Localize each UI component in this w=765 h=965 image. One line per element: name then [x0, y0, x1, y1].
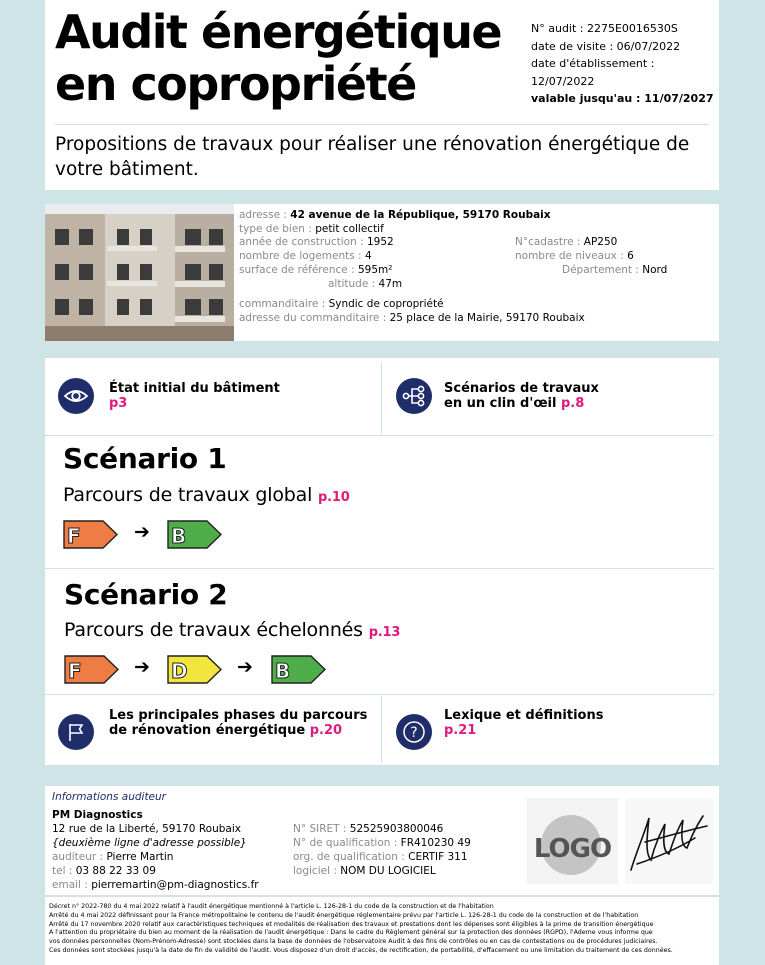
- eye-icon: [58, 378, 94, 414]
- legal-line: Arrêté du 4 mai 2022 définissant pour la France métropolitaine le contenu de l'audit énergétique réglementaire prévu par l'article L. 126-28-1 du code de la construction et de l'habitation: [49, 911, 639, 919]
- arrow-icon: ➔: [134, 656, 150, 678]
- question-icon: [396, 714, 432, 750]
- page-title: [55, 6, 501, 110]
- phases-title: Les principales phases du parcours de rénovation énergétique p.20: [109, 708, 368, 738]
- building-type: type de bien : petit collectif: [239, 223, 384, 235]
- reference-area: surface de référence : 595m²: [239, 264, 393, 276]
- svg-text:?: ?: [410, 725, 418, 741]
- energy-label-b: [271, 655, 327, 684]
- legal-footer: [45, 897, 719, 965]
- auditor-address-2: {deuxième ligne d'adresse possible}: [52, 837, 247, 849]
- scenario-1-title: Scénario 1: [63, 442, 227, 475]
- energy-label-b-text: B: [275, 659, 291, 683]
- client-address: adresse du commanditaire : 25 place de la Mairie, 59170 Roubaix: [239, 312, 585, 324]
- building-photo: [45, 204, 234, 341]
- divider: [381, 696, 382, 762]
- levels-count: nombre de niveaux : 6: [515, 250, 634, 262]
- divider: [381, 362, 382, 434]
- auditor-name: auditeur : Pierre Martin: [52, 851, 174, 863]
- issue-date: date d'établissement : 12/07/2022: [531, 57, 655, 88]
- department: Département : Nord: [562, 264, 668, 276]
- auditor-tel: tel : 03 88 22 33 09: [52, 865, 156, 877]
- auditor-card: [45, 786, 719, 895]
- construction-year: année de construction : 1952: [239, 236, 394, 248]
- legal-line: Ces données sont stockées jusqu'à la date de fin de validité de l'audit. Vous disposez d'un droit d'accès, de rectification, de portabilité, d'effacement ou une limitation du traitement de ces données.: [49, 946, 673, 954]
- energy-label-d: [167, 655, 223, 684]
- auditor-signature: [625, 798, 713, 884]
- cadastre-number: N°cadastre : AP250: [515, 236, 618, 248]
- audit-meta: [531, 20, 719, 108]
- housing-count: nombre de logements : 4: [239, 250, 372, 262]
- auditor-section-title: Informations auditeur: [52, 791, 166, 803]
- building-card: [45, 204, 719, 341]
- auditor-email: email : pierremartin@pm-diagnostics.fr: [52, 879, 259, 891]
- building-address: adresse : 42 avenue de la République, 59170 Roubaix: [239, 209, 551, 221]
- page-subtitle: Propositions de travaux pour réaliser une rénovation énergétique de votre bâtiment.: [55, 134, 690, 180]
- legal-line: À l'attention du propriétaire du bien au moment de la réalisation de l'audit énergétique : Dans le cadre du Règlement général sur la protection des données (RGPD), l'Ademe vous informe que: [49, 929, 653, 937]
- auditor-company: PM Diagnostics: [52, 809, 143, 821]
- divider: [45, 568, 714, 569]
- legal-line: vos données personnelles (Nom-Prénom-Adresse) sont stockées dans la base de données de l'observatoire Audit à des fins de contrôles ou en cas de contestations ou de procédures judiciaires.: [49, 938, 658, 946]
- title-line-1: Audit énergétique: [55, 5, 502, 59]
- audit-number: N° audit : 2275E0016530S: [531, 22, 678, 35]
- qualification-org: org. de qualification : CERTIF 311: [293, 851, 468, 863]
- flow-icon: [396, 378, 432, 414]
- initial-state-title: État initial du bâtiment p3: [109, 381, 280, 411]
- summary-card: [45, 358, 719, 765]
- siret: N° SIRET : 52525903800046: [293, 823, 444, 835]
- altitude: altitude : 47m: [328, 278, 403, 290]
- software: logiciel : NOM DU LOGICIEL: [293, 865, 436, 877]
- client: commanditaire : Syndic de copropriété: [239, 298, 444, 310]
- visit-date: date de visite : 06/07/2022: [531, 39, 681, 53]
- lexicon-title: Lexique et définitions p.21: [444, 708, 604, 738]
- company-logo: [527, 798, 618, 884]
- energy-label-f: [64, 655, 120, 684]
- qualification-number: N° de qualification : FR410230 49: [293, 837, 471, 849]
- legal-line: Arrêté du 17 novembre 2020 relatif aux caractéristiques techniques et modalités de réalisation des travaux et prestations dont les dépenses sont éligibles à la prime de transition énergétique: [49, 920, 654, 928]
- energy-label-b-text: B: [171, 524, 187, 548]
- energy-label-f: [63, 520, 119, 549]
- scenarios-glance-title: Scénarios de travaux en un clin d'œil p.8: [444, 381, 599, 411]
- divider: [45, 435, 714, 436]
- header-card: [45, 0, 719, 190]
- arrow-icon: ➔: [237, 656, 253, 678]
- flag-icon: [58, 714, 94, 750]
- scenario-1-subtitle: Parcours de travaux global p.10: [63, 484, 350, 506]
- energy-label-b: [167, 520, 223, 549]
- scenario-2-title: Scénario 2: [64, 578, 228, 611]
- divider: [45, 694, 714, 695]
- logo-text: LOGO: [533, 834, 612, 864]
- energy-label-f-text: F: [67, 524, 81, 548]
- valid-until: valable jusqu'au : 11/07/2027: [531, 92, 714, 105]
- arrow-icon: ➔: [134, 521, 150, 543]
- header-divider: [55, 124, 709, 125]
- energy-label-d-text: D: [171, 659, 188, 683]
- legal-line: Décret n° 2022-780 du 4 mai 2022 relatif à l'audit énergétique mentionné à l'article L. 126-28-1 du code de la construction et de l'habitation: [49, 903, 494, 910]
- energy-label-f-text: F: [68, 659, 82, 683]
- scenario-2-subtitle: Parcours de travaux échelonnés p.13: [64, 619, 401, 641]
- auditor-address-1: 12 rue de la Liberté, 59170 Roubaix: [52, 823, 241, 835]
- title-line-2: en copropriété: [55, 57, 416, 111]
